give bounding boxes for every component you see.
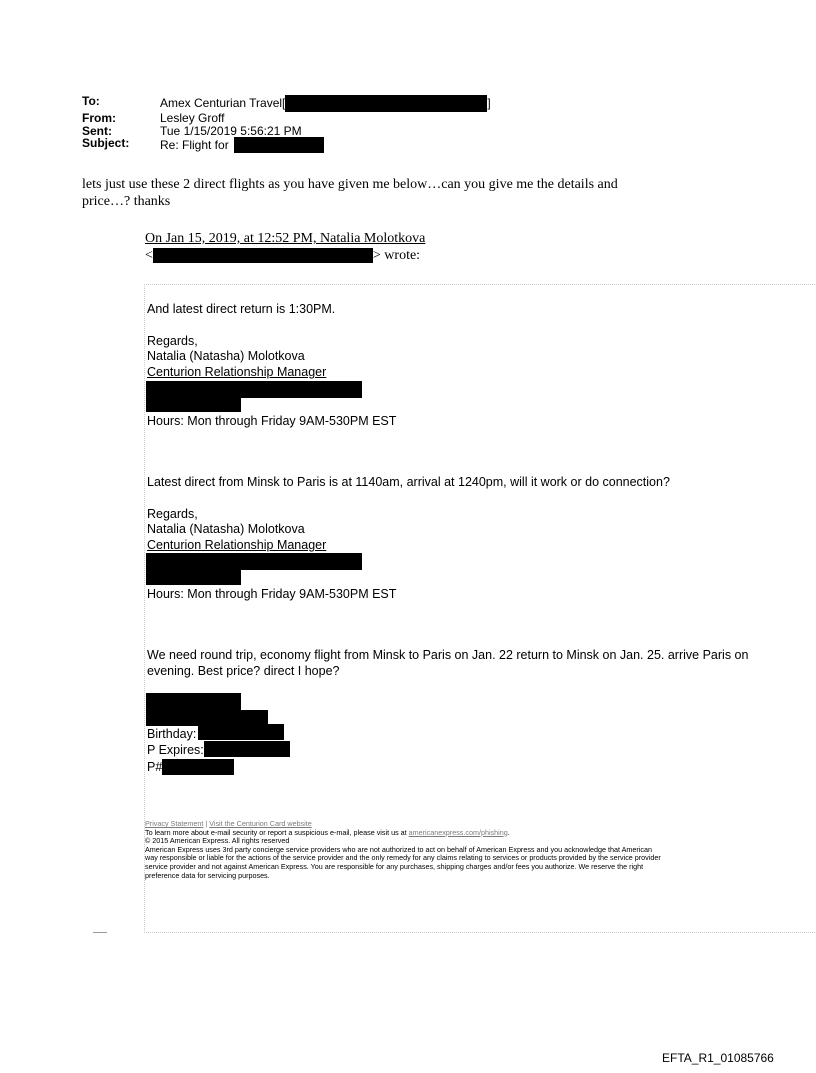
to-close: ]: [487, 96, 491, 111]
message-3-line-1: We need round trip, economy flight from Minsk to Paris on Jan. 22 return to Minsk on Jan. 25. arrive Paris on: [147, 648, 749, 662]
quote-header-sender: [145, 247, 425, 264]
document-id: EFTA_R1_01085766: [662, 1051, 774, 1065]
message-3-line-2: evening. Best price? direct I hope?: [147, 664, 340, 678]
reply-line-1: lets just use these 2 direct flights as you have given me below…can you give me the details and: [82, 177, 618, 192]
email-header: [82, 95, 491, 153]
phishing-link[interactable]: americanexpress.com/phishing: [408, 827, 508, 837]
from-label: From:: [82, 111, 116, 125]
centurion-website-link[interactable]: Visit the Centurion Card website: [209, 820, 312, 828]
footer-separator: |: [203, 820, 210, 828]
quote-header: [145, 230, 425, 264]
birthday-label: Birthday:: [147, 727, 197, 741]
to-label: To:: [82, 94, 100, 108]
redaction-box: [146, 553, 362, 570]
reply-body: [82, 176, 722, 210]
subject-row: [82, 137, 491, 153]
p-expires-label: P Expires:: [147, 743, 204, 757]
message-1: And latest direct return is 1:30PM.: [147, 302, 336, 316]
subject-text: Re: Flight for: [160, 137, 229, 152]
footer-learn-text: To learn more about e-mail security or report a suspicious e-mail, please visit us at: [145, 827, 409, 837]
redaction-box: [204, 741, 290, 757]
footer-period: .: [507, 827, 510, 837]
from-value: Lesley Groff: [160, 111, 225, 125]
footer-disclaimer-4: preference data for servicing purposes.: [145, 870, 270, 880]
redaction-box: [285, 95, 487, 112]
redaction-box: [146, 397, 241, 412]
message-2: Latest direct from Minsk to Paris is at 1140am, arrival at 1240pm, will it work or do connection?: [147, 475, 670, 489]
p-number-label: P#: [147, 760, 163, 774]
to-name: Amex Centurian Travel[: [160, 96, 286, 111]
quote-open: <: [145, 248, 153, 263]
signature-name: Natalia (Natasha) Molotkova: [147, 522, 305, 536]
quote-close: > wrote:: [372, 248, 421, 263]
redaction-box: [162, 759, 234, 775]
to-row: [82, 95, 491, 112]
sent-row: [82, 125, 491, 138]
signature-title: Centurion Relationship Manager: [147, 538, 327, 552]
redaction-box: [234, 137, 324, 153]
signature-name: Natalia (Natasha) Molotkova: [147, 349, 305, 363]
sent-label: Sent:: [82, 123, 112, 138]
signature-regards: Regards,: [147, 507, 198, 521]
redaction-box: [198, 724, 284, 740]
redaction-box: [146, 569, 241, 585]
sent-value: Tue 1/15/2019 5:56:21 PM: [160, 123, 302, 138]
reply-line-2: price…? thanks: [82, 194, 171, 209]
p-number-row: [147, 760, 234, 775]
signature-hours: Hours: Mon through Friday 9AM-530PM EST: [147, 587, 397, 601]
subject-label: Subject:: [82, 136, 130, 150]
quote-header-line: On Jan 15, 2019, at 12:52 PM, Natalia Molotkova: [145, 231, 426, 246]
signature-title: Centurion Relationship Manager: [147, 365, 327, 379]
redaction-box: [146, 693, 241, 710]
redaction-box: [153, 248, 373, 263]
footer-disclaimer-3: service provider and not against American Express. You are responsible for any purchases, shipping charges and/or fees you authorize. We reserve the right: [145, 861, 644, 871]
signature-hours: Hours: Mon through Friday 9AM-530PM EST: [147, 414, 397, 428]
footer-disclaimer-2: way responsible or liable for the actions of the service provider and the only remedy for any claims relating to services or products provided by the service provider: [145, 853, 661, 863]
redaction-box: [146, 381, 362, 398]
signature-regards: Regards,: [147, 334, 198, 348]
privacy-statement-link[interactable]: Privacy Statement: [145, 820, 204, 828]
footer-disclaimer-1: American Express uses 3rd party concierge service providers who are not authorized to act on behalf of American Express and you acknowledge that American: [145, 844, 652, 854]
from-row: [82, 112, 491, 125]
divider-mark: [93, 932, 107, 933]
amex-footer: [145, 820, 816, 880]
p-expires-row: [147, 743, 290, 758]
to-value: [160, 95, 491, 112]
footer-copyright: © 2015 American Express. All rights reserved: [145, 836, 290, 846]
subject-value: [160, 137, 324, 153]
